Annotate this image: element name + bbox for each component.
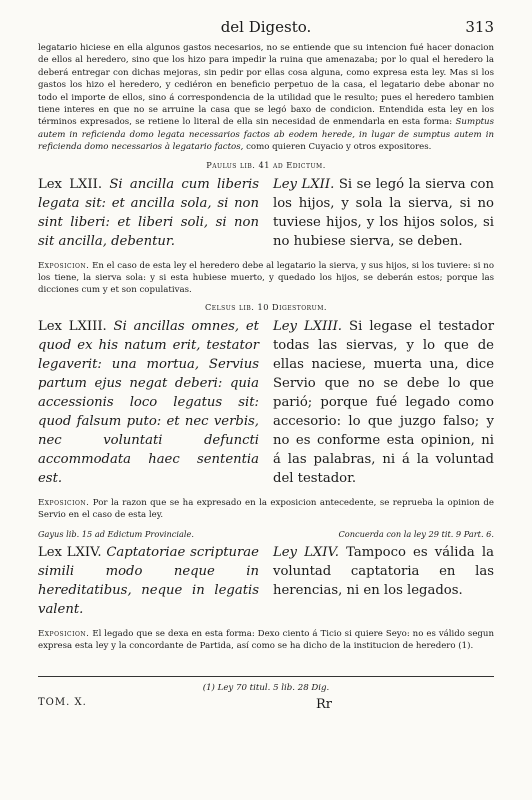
law-64-spanish-head: Ley LXIV. (273, 544, 339, 560)
page (38, 16, 494, 717)
law-63-columns (38, 317, 494, 488)
law-63-spanish-head: Ley LXIII. (273, 318, 343, 334)
intro-paragraph (38, 42, 494, 154)
law-62-spanish-head: Ley LXII. (273, 176, 335, 192)
law-64-concordance: Concuerda con la ley 29 tit. 9 Part. 6. (338, 528, 494, 539)
law-62-columns (38, 175, 494, 251)
law-64-columns (38, 543, 494, 619)
law-62-exposition (38, 260, 494, 296)
page-footer (38, 697, 494, 717)
law-64-expo-text: El legado que se dexa en esta forma: Dexo ciento á Ticio si quiere Seyo: no es válido segun expresa esta ley y la concordante de Partida, así como se ha dicho de la institucion de heredero (1). (38, 628, 494, 651)
law-64-attribution-row (38, 529, 494, 539)
law-64-exposition (38, 628, 494, 652)
running-head: del Digesto. (220, 18, 312, 36)
law-64-attribution: Gayus lib. 15 ad Edictum Provinciale. (38, 528, 194, 539)
page-number: 313 (465, 18, 494, 36)
law-62-spanish-text: Si se legó la sierva con los hijos, y sola la sierva, si no tuviese hijos, y los hijos solos, si no hubiese sierva, se deben. (273, 176, 494, 249)
law-63-latin (38, 317, 259, 488)
law-64-spanish-text: Tampoco es válida la voluntad captatoria en las herencias, ni en los legados. (273, 544, 495, 598)
law-63-spanish-text: Si legase el testador todas las siervas, y lo que de ellas naciese, muerta una, dice Servio que no se debe lo que parió; porque fué legado como accesorio: lo que juzgo falso; y no es conforme esta opinion, ni á las palabras, ni á la voluntad del testador. (273, 318, 495, 486)
law-64-latin-text: Captatoriae scripturae simili modo neque in hereditatibus, neque in legatis valent. (38, 544, 259, 617)
signature-mark: Rr (316, 696, 333, 712)
law-64-expo-label: Exposicion. (38, 628, 90, 639)
footnote-rule (38, 676, 494, 677)
law-64-spanish (273, 543, 494, 619)
footnote: (1) Ley 70 titul. 5 lib. 28 Dig. (202, 682, 330, 693)
law-63-latin-head: Lex LXIII. (38, 318, 107, 334)
law-64-latin (38, 543, 259, 619)
intro-text: legatario hiciese en ella algunos gastos necesarios, no se entiende que su intencion fué hacer donacion de ellos al heredero, sino que los hizo para impedir la ruina que amenazaba; por lo qual el heredero la deberá entregar con dichas mejoras, sin pedir por ellas cosa alguna, como expresa esta ley. Mas si los gastos los hizo el heredero, y cediéron en beneficio perpetuo de la casa, el legatario debe abonar no todo el importe de ellos, sino á correspondencia de la utilidad que le resulto; pues el heredero tambien tiene interes en que no se arruine la casa que se legó baxo de condicion. Entendida esta ley en los términos expresados, se retiene lo literal de ella sin necesidad de enmendarla en esta forma: (38, 43, 494, 128)
law-64-latin-head: Lex LXIV. (38, 544, 102, 560)
law-63-spanish (273, 317, 494, 488)
law-63-attribution: Celsus lib. 10 Digestorum. (205, 301, 327, 312)
law-63-expo-text: Por la razon que se ha expresado en la exposicion antecedente, se reprueba la opinion de Servio en el caso de esta ley. (38, 497, 494, 520)
law-62-expo-label: Exposicion. (38, 260, 90, 271)
intro-end: como quieren Cuyacio y otros expositores. (246, 142, 432, 153)
law-63-exposition (38, 497, 494, 521)
law-62-spanish (273, 175, 494, 251)
volume-mark: TOM. X. (38, 696, 87, 708)
intro-italic: Sumptus autem in reficienda domo legata necessarios factos ab eodem herede, in lugar de sumptus autem in reficienda domo necessarios à legatario factos, (38, 117, 494, 153)
law-63-expo-label: Exposicion. (38, 497, 90, 508)
law-62-latin-text: Si ancilla cum liberis legata sit: et ancilla sola, si non sint liberi: et liberi soli, si non sit ancilla, debentur. (38, 176, 259, 249)
law-62-latin (38, 175, 259, 251)
law-62-expo-text: En el caso de esta ley el heredero debe al legatario la sierva, y sus hijos, si los tuviere: si no los tiene, la sierva sola: y si esta hubiese muerto, y quedado los hijos, se deberán estos; porque las dicciones cum y et son copulativas. (38, 260, 494, 295)
law-63-latin-text: Si ancillas omnes, et quod ex his natum erit, testator legaverit: una mortua, Servius partum ejus negat deberi: quia accessionis loco legatus sit: quod falsum puto: et nec verbis, nec voluntati defuncti accommodata haec sententia est. (38, 318, 259, 486)
law-62-latin-head: Lex LXII. (38, 176, 103, 192)
law-62-attribution: Paulus lib. 41 ad Edictum. (206, 159, 326, 170)
page-header (38, 16, 494, 42)
